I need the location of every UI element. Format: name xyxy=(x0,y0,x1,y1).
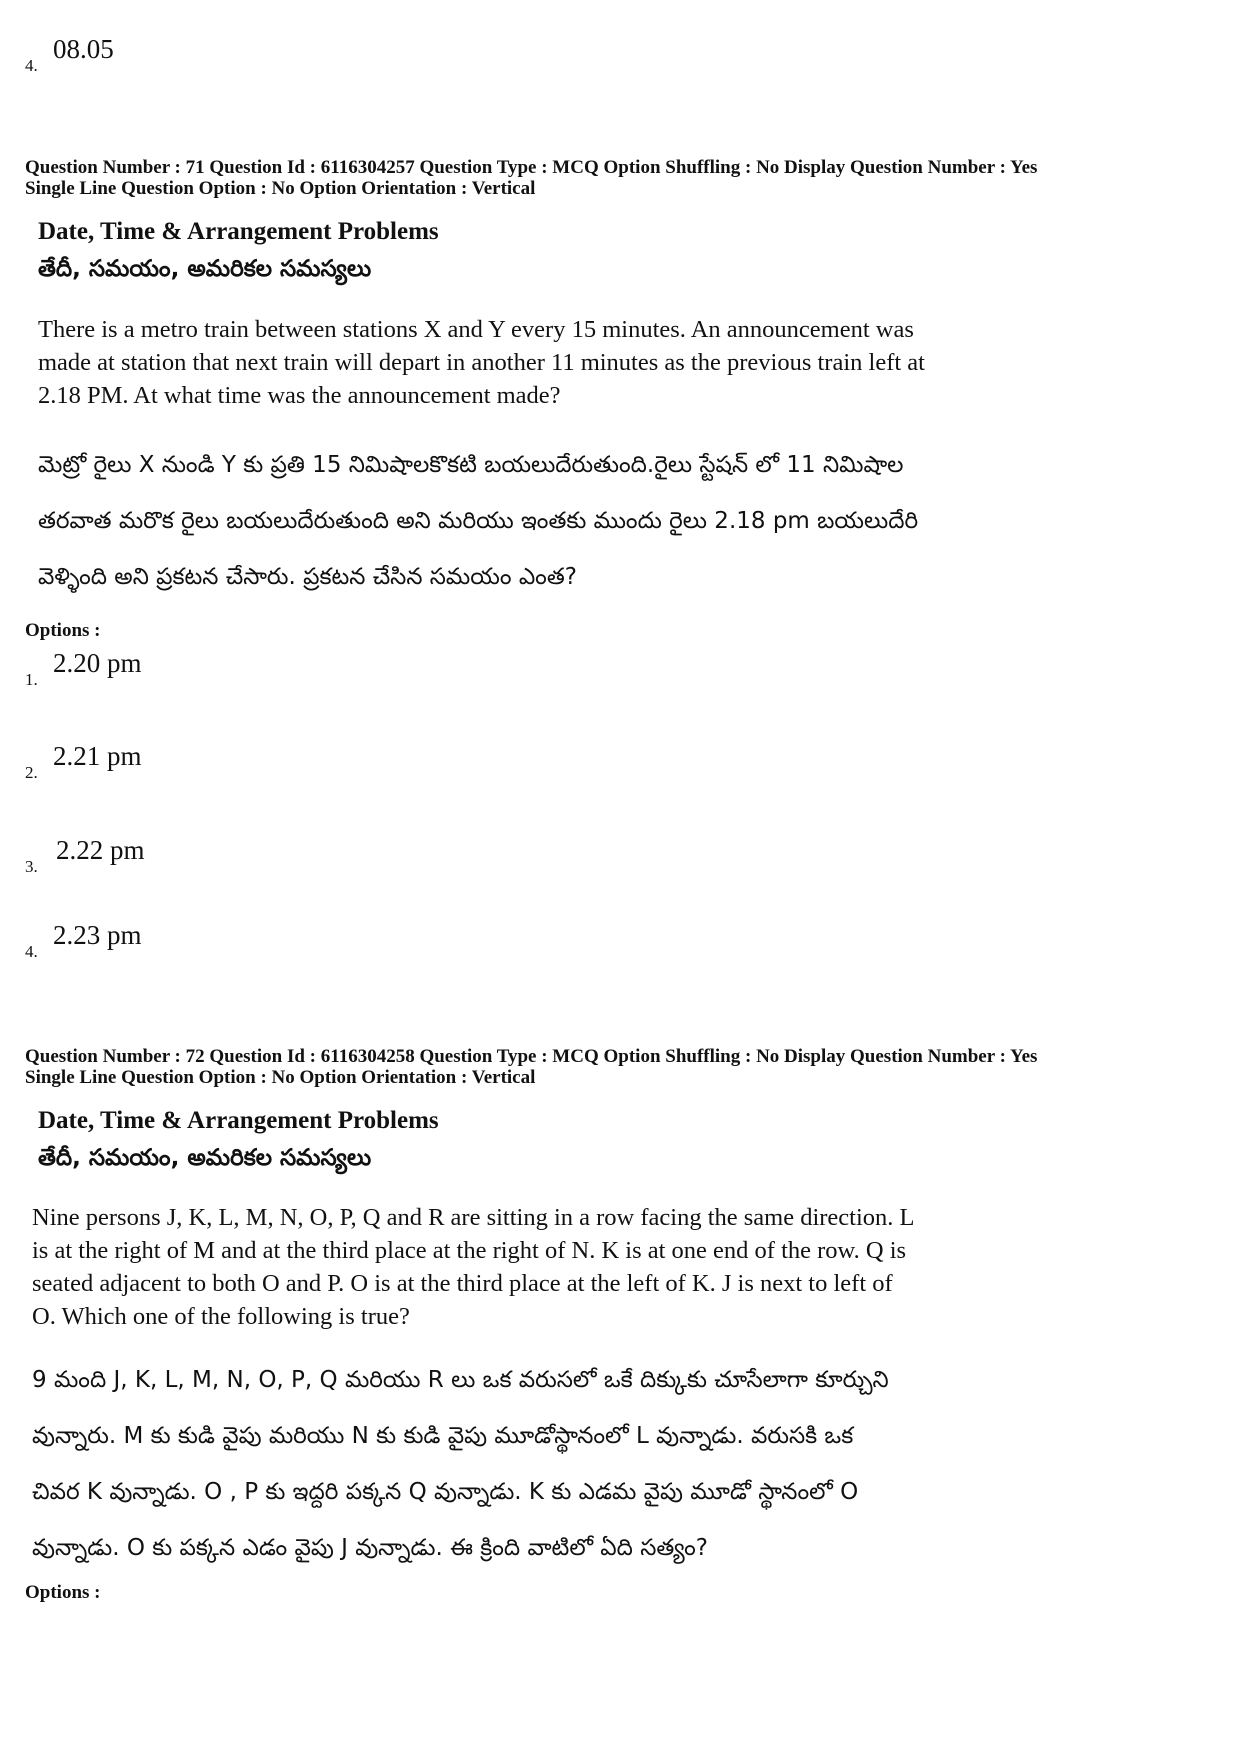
option-value: 2.23 pm xyxy=(53,920,142,950)
option-value: 08.05 xyxy=(53,34,114,64)
question-text-english xyxy=(38,313,1118,412)
question-meta-line1: Question Number : 72 Question Id : 6116304258 Question Type : MCQ Option Shuffling : No Display Question Number : Yes xyxy=(25,1046,1038,1067)
option-number: 1. xyxy=(25,670,38,689)
question-text-english xyxy=(32,1201,1122,1333)
question-line: seated adjacent to both O and P. O is at the third place at the left of K. J is next to left of xyxy=(32,1270,893,1297)
options-label: Options : xyxy=(25,1582,101,1603)
question-meta-line2: Single Line Question Option : No Option Orientation : Vertical xyxy=(25,178,536,199)
question-line: వున్నారు. M కు కుడి వైపు మరియు N కు కుడి వైపు మూడోస్థానంలో L వున్నాడు. వరుసకి ఒక xyxy=(32,1423,854,1449)
question-meta-line2: Single Line Question Option : No Option Orientation : Vertical xyxy=(25,1067,536,1088)
question-line: వున్నాడు. O కు పక్కన ఎడం వైపు J వున్నాడు. ఈ క్రింది వాటిలో ఏది సత్యం? xyxy=(32,1535,709,1561)
option-number: 4. xyxy=(25,942,38,961)
options-label: Options : xyxy=(25,620,101,641)
option-number: 3. xyxy=(25,857,38,876)
question-line: There is a metro train between stations X and Y every 15 minutes. An announcement was xyxy=(38,316,914,343)
topic-telugu: తేదీ, సమయం, అమరికల సమస్యలు xyxy=(38,256,372,282)
option-number: 2. xyxy=(25,763,38,782)
question-line: చివర K వున్నాడు. O , P కు ఇద్దరి పక్కన Q వున్నాడు. K కు ఎడమ వైపు మూడో స్థానంలో O xyxy=(32,1479,859,1505)
option-value: 2.20 pm xyxy=(53,648,142,678)
question-line: 2.18 PM. At what time was the announcement made? xyxy=(38,382,561,409)
question-meta-line1: Question Number : 71 Question Id : 6116304257 Question Type : MCQ Option Shuffling : No Display Question Number : Yes xyxy=(25,157,1038,178)
question-line: వెళ్ళింది అని ప్రకటన చేసారు. ప్రకటన చేసిన సమయం ఎంత? xyxy=(38,564,577,590)
topic-telugu: తేదీ, సమయం, అమరికల సమస్యలు xyxy=(38,1145,372,1171)
question-line: తరవాత మరొక రైలు బయలుదేరుతుంది అని మరియు ఇంతకు ముందు రైలు 2.18 pm బయలుదేరి xyxy=(38,508,919,534)
question-text-telugu xyxy=(38,437,1118,605)
option-value: 2.21 pm xyxy=(53,741,142,771)
option-value: 2.22 pm xyxy=(56,835,145,865)
topic-english: Date, Time & Arrangement Problems xyxy=(38,218,439,245)
option-number: 4. xyxy=(25,56,38,75)
question-text-telugu xyxy=(32,1352,1122,1576)
topic-english: Date, Time & Arrangement Problems xyxy=(38,1107,439,1134)
question-line: made at station that next train will depart in another 11 minutes as the previous train left at xyxy=(38,349,925,376)
question-line: O. Which one of the following is true? xyxy=(32,1303,410,1330)
question-line: Nine persons J, K, L, M, N, O, P, Q and R are sitting in a row facing the same direction. L xyxy=(32,1204,915,1231)
question-line: 9 మంది J, K, L, M, N, O, P, Q మరియు R లు ఒక వరుసలో ఒకే దిక్కుకు చూసేలాగా కూర్చుని xyxy=(32,1367,889,1393)
question-line: is at the right of M and at the third place at the right of N. K is at one end of the row. Q is xyxy=(32,1237,907,1264)
question-line: మెట్రో రైలు X నుండి Y కు ప్రతి 15 నిమిషాలకొకటి బయలుదేరుతుంది.రైలు స్టేషన్ లో 11 నిమిషాల xyxy=(38,452,904,478)
